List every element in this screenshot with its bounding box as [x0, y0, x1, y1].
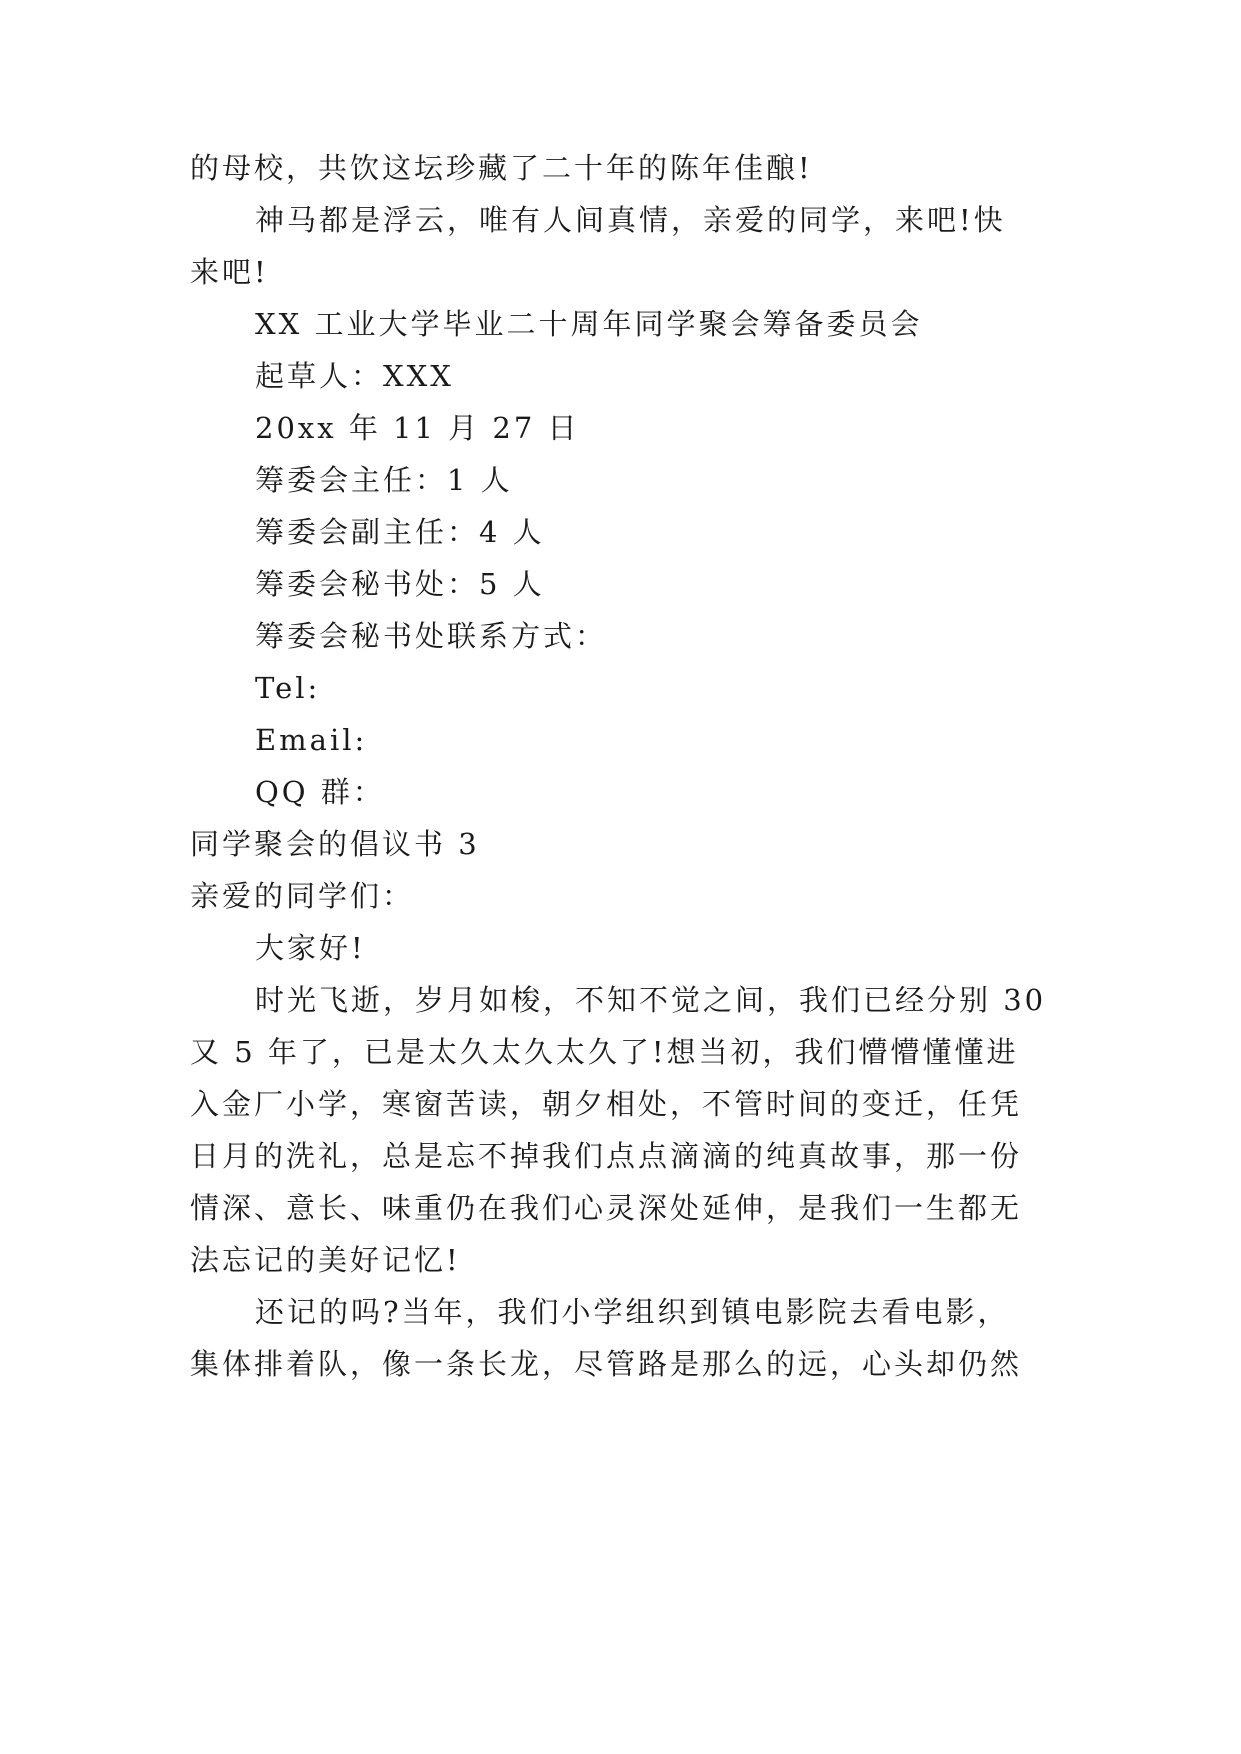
salutation: 亲爱的同学们：	[190, 879, 415, 913]
text-line: 筹委会秘书处联系方式：	[255, 619, 608, 653]
text-line: 日月的洗礼，总是忘不掉我们点点滴滴的纯真故事，那一份	[190, 1139, 1023, 1173]
text-line: 筹委会主任：1 人	[255, 463, 513, 497]
tel-line: Tel:	[255, 671, 321, 705]
text-line: 筹委会秘书处：5 人	[255, 567, 545, 601]
date-line: 20xx 年 11 月 27 日	[255, 411, 580, 445]
text-line: 情深、意长、味重仍在我们心灵深处延伸，是我们一生都无	[190, 1191, 1023, 1225]
text-line: 集体排着队，像一条长龙，尽管路是那么的远，心头却仍然	[190, 1347, 1023, 1381]
text-line: 神马都是浮云，唯有人间真情，亲爱的同学，来吧!快	[255, 203, 1006, 237]
section-title: 同学聚会的倡议书 3	[190, 827, 480, 861]
drafter-line: 起草人：XXX	[255, 359, 454, 393]
text-line: 的母校，共饮这坛珍藏了二十年的陈年佳酿!	[190, 151, 813, 185]
text-line: 法忘记的美好记忆!	[190, 1243, 461, 1277]
text-line: 还记的吗?当年，我们小学组织到镇电影院去看电影，	[255, 1295, 1010, 1329]
text-line: 筹委会副主任：4 人	[255, 515, 545, 549]
text-line: 时光飞逝，岁月如梭，不知不觉之间，我们已经分别 30	[255, 983, 1047, 1017]
email-line: Email:	[255, 723, 368, 757]
qq-group-line: QQ 群：	[255, 775, 385, 809]
committee-name: XX 工业大学毕业二十周年同学聚会筹备委员会	[255, 307, 923, 341]
text-line: 来吧!	[190, 255, 269, 289]
text-line: 又 5 年了，已是太久太久太久了!想当初，我们懵懵懂懂进	[190, 1035, 1019, 1069]
greeting: 大家好!	[255, 931, 366, 965]
text-line: 入金厂小学，寒窗苦读，朝夕相处，不管时间的变迁，任凭	[190, 1087, 1023, 1121]
